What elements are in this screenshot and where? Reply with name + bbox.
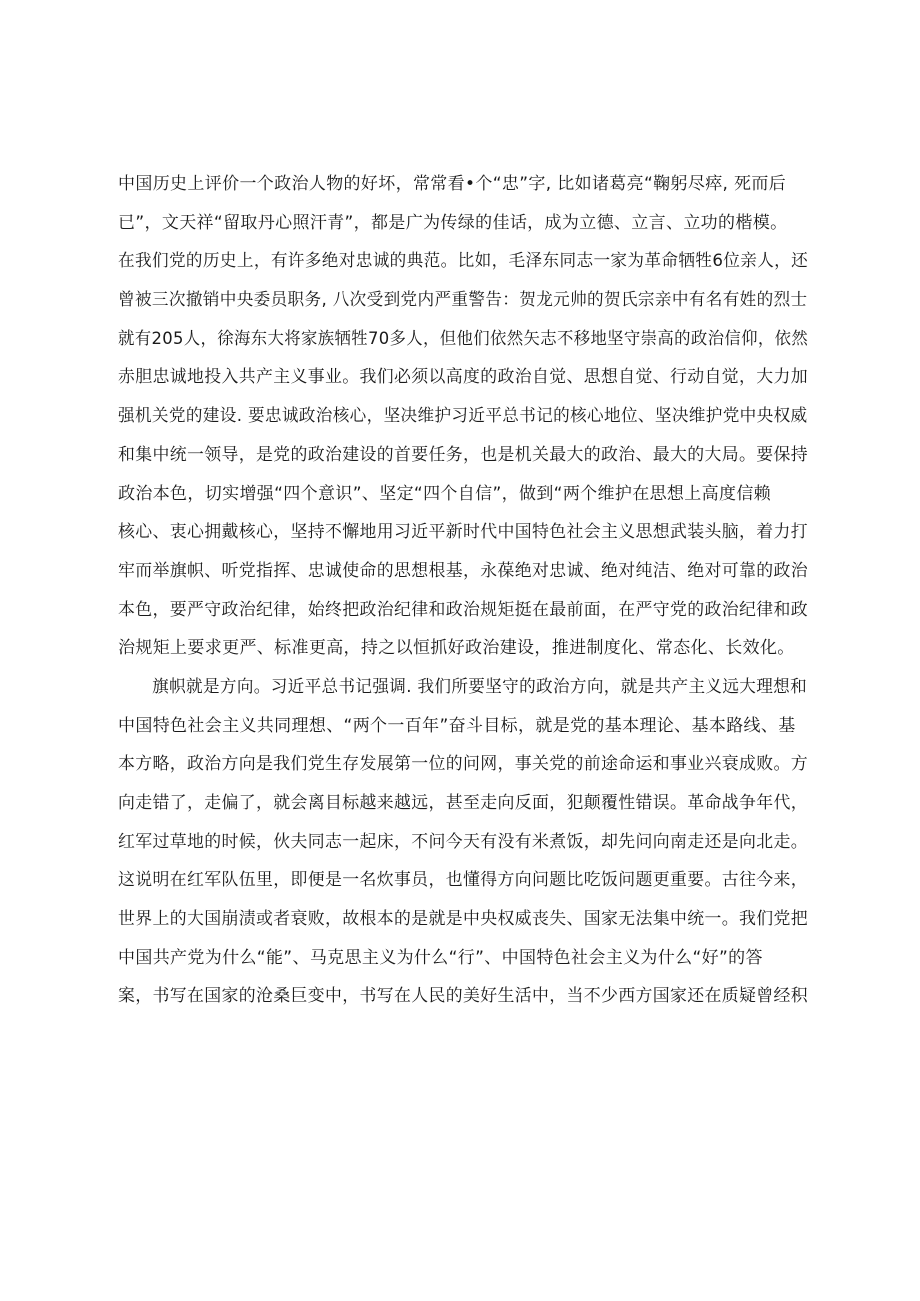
- text-line: 世界上的大国崩渍或者衰败，故根本的是就是中央权威丧失、国家无法集中统一。我们党把: [118, 909, 808, 930]
- text-line: 红军过草地的时候，伙夫同志一起床，不问今天有没有米煮饭，却先问向南走还是向北走。: [118, 831, 808, 852]
- text-line: 赤胆忠诚地投入共产主义事业。我们必须以高度的政治自觉、思想自觉、行动自觉，大力加: [118, 367, 808, 388]
- text-line: 就有205人，徐海东大将家族牺牲70多人，但他们依然矢志不移地坚守崇高的政治信仰，依然: [118, 328, 809, 349]
- text-line: 政治本色，切实增强“四个意识”、坚定“四个自信”，做到“两个维护在思想上高度信赖: [118, 483, 772, 504]
- text-line: 牢而举旗帜、听党指挥、忠诚使命的思想根基，永葆绝对忠诚、绝对纯洁、绝对可靠的政治: [118, 560, 808, 581]
- text-line: 曾被三次撤销中央委员职务, 八次受到党内严重警告：贺龙元帅的贺氏宗亲中有名有姓的烈士: [118, 290, 808, 311]
- text-line: 中国历史上评价一个政治人物的好坏，常常看•个“忠”字, 比如诸葛亮“鞠躬尽瘁, 死而后: [118, 174, 787, 194]
- text-line: 中国特色社会主义共同理想、“两个一百年”奋斗目标，就是党的基本理论、基本路线、基: [118, 715, 796, 736]
- text-line: 向走错了，走偏了，就会离目标越来越远，甚至走向反面，犯颠覆性错误。革命战争年代，: [118, 793, 808, 813]
- text-line: 本方略，政治方向是我们党生存发展第一位的问网，事关党的前途命运和事业兴衰成败。方: [118, 754, 808, 775]
- text-line: 案，书写在国家的沧桑巨变中，书写在人民的美好生活中，当不少西方国家还在质疑曾经积: [118, 986, 808, 1007]
- body-text: [118, 165, 808, 1016]
- text-line: 这说明在红军队伍里，即便是一名炊事员，也懂得方向问题比吃饭问题更重要。古往今来，: [118, 870, 808, 891]
- text-line: 治规矩上要求更严、标准更高，持之以恒抓好政治建设，推进制度化、常态化、长效化。: [118, 638, 795, 659]
- text-line: 在我们党的历史上，有许多绝对忠诚的典范。比如，毛泽东同志一家为革命牺牲6位亲人，还: [118, 251, 809, 272]
- paragraph-first-line: 旗帜就是方向。习近平总书记强调. 我们所要坚守的政治方向，就是共产主义远大理想和: [152, 676, 808, 697]
- text-line: 和集中统一领导，是党的政治建设的首要任务，也是机关最大的政治、最大的大局。要保持: [118, 444, 808, 465]
- text-line: 已”，文天祥“留取丹心照汗青”，都是广为传绿的佳话，成为立德、立言、立功的楷模。: [118, 212, 788, 233]
- text-line: 核心、衷心拥戴核心，坚持不懈地用习近平新时代中国特色社会主义思想武装头脑，着力打: [118, 522, 808, 543]
- text-line: 本色，要严守政治纪律，始终把政治纪律和政治规矩挺在最前面，在严守党的政治纪律和政: [118, 599, 808, 620]
- text-line: 强机关党的建设. 要忠诚政治核心，坚决维护习近平总书记的核心地位、坚决维护党中央权威: [118, 406, 808, 427]
- text-line: 中国共产党为什么“能”、马克思主义为什么“行”、中国特色社会主义为什么“好”的答: [118, 947, 763, 968]
